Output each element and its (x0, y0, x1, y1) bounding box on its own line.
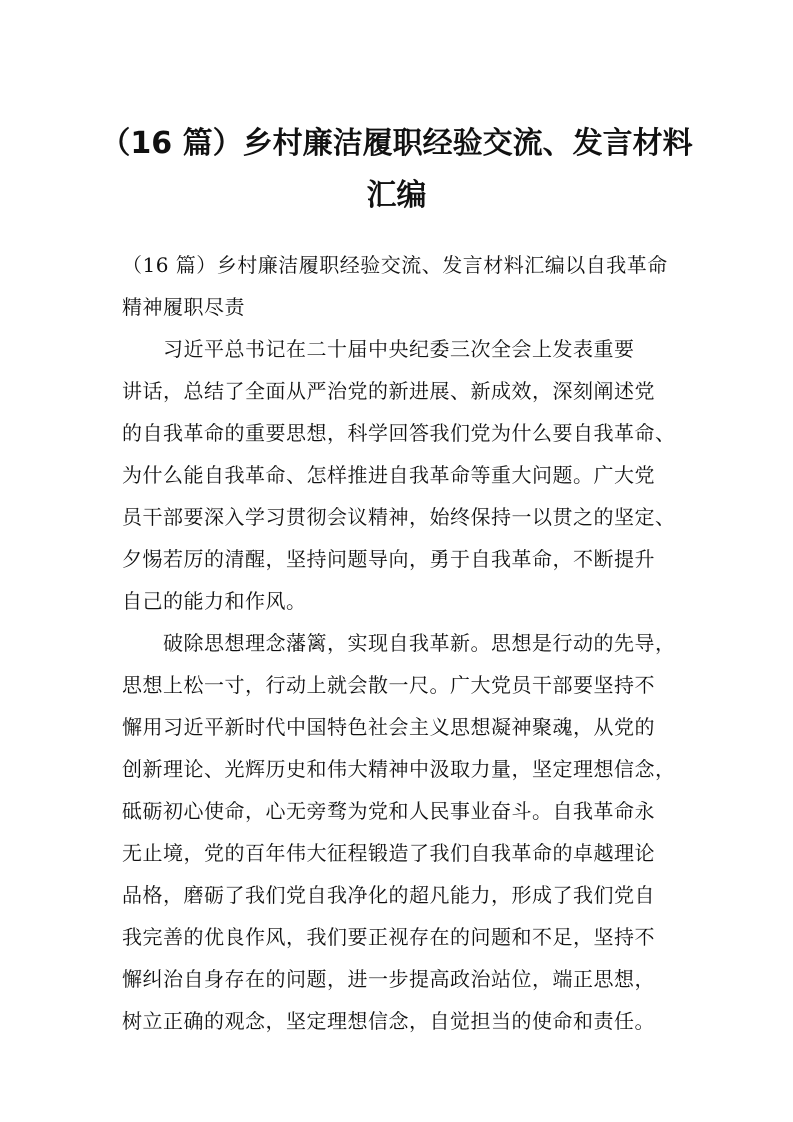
paragraph-line: 员干部要深入学习贯彻会议精神，始终保持一以贯之的坚定、 (122, 505, 676, 529)
subtitle-line: （16 篇）乡村廉洁履职经验交流、发言材料汇编以自我革命 (122, 253, 668, 277)
paragraph-line: 懈用习近平新时代中国特色社会主义思想凝神聚魂，从党的 (122, 715, 655, 739)
paragraph-line: 思想上松一寸，行动上就会散一尺。广大党员干部要坚持不 (122, 673, 655, 697)
document-title: （16 篇）乡村廉洁履职经验交流、发言材料 (100, 126, 693, 161)
paragraph-line: 为什么能自我革命、怎样推进自我革命等重大问题。广大党 (122, 463, 655, 487)
paragraph-line: 树立正确的观念，坚定理想信念，自觉担当的使命和责任。 (122, 1009, 655, 1033)
paragraph-line: 创新理论、光辉历史和伟大精神中汲取力量，坚定理想信念， (122, 757, 676, 781)
paragraph-line: 我完善的优良作风，我们要正视存在的问题和不足，坚持不 (122, 925, 655, 949)
paragraph-line: 砥砺初心使命，心无旁骛为党和人民事业奋斗。自我革命永 (122, 799, 655, 823)
paragraph-line: 品格，磨砺了我们党自我净化的超凡能力，形成了我们党自 (122, 883, 655, 907)
subtitle-line: 精神履职尽责 (122, 295, 245, 319)
paragraph-line: 破除思想理念藩篱，实现自我革新。思想是行动的先导， (122, 631, 676, 655)
paragraph-line: 懈纠治自身存在的问题，进一步提高政治站位，端正思想， (122, 967, 655, 991)
paragraph-line: 的自我革命的重要思想，科学回答我们党为什么要自我革命、 (122, 421, 676, 445)
document-title-continued: 汇编 (366, 178, 427, 213)
paragraph-line: 讲话，总结了全面从严治党的新进展、新成效，深刻阐述党 (122, 379, 655, 403)
paragraph-line: 夕惕若厉的清醒，坚持问题导向，勇于自我革命，不断提升 (122, 547, 655, 571)
paragraph-line: 无止境，党的百年伟大征程锻造了我们自我革命的卓越理论 (122, 841, 655, 865)
paragraph-line: 习近平总书记在二十届中央纪委三次全会上发表重要 (122, 337, 635, 361)
paragraph-line: 自己的能力和作风。 (122, 589, 307, 613)
